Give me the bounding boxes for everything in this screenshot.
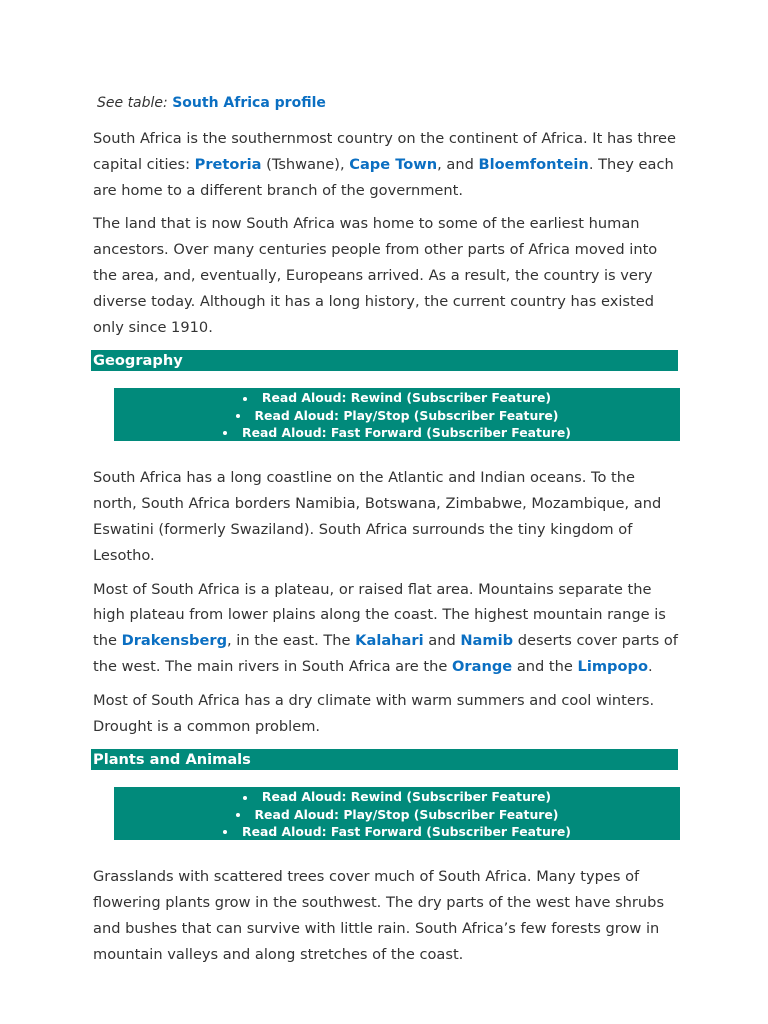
geo-text-2: , in the east. The: [227, 632, 356, 650]
plants-animals-heading: Plants and Animals: [91, 749, 678, 770]
intro-text-1: South Africa is the southernmost country on the continent of Africa. It has three capital cities:: [93, 130, 677, 173]
intro-text-4: . They each are home to a different branch of the government.: [93, 155, 674, 199]
kalahari-link[interactable]: Kalahari: [355, 632, 424, 650]
drakensberg-link[interactable]: Drakensberg: [121, 632, 228, 650]
geo-text-5: and the: [512, 657, 578, 675]
read-aloud-controls-geography: [114, 388, 680, 441]
read-aloud-forward-item[interactable]: [114, 424, 680, 441]
read-aloud-play-item[interactable]: [114, 806, 680, 823]
pretoria-link[interactable]: Pretoria: [194, 155, 262, 173]
read-aloud-play-item[interactable]: [114, 407, 680, 424]
cape-town-link[interactable]: Cape Town: [349, 155, 438, 173]
read-aloud-rewind-label[interactable]: Read Aloud: Rewind (Subscriber Feature): [261, 390, 552, 406]
bloemfontein-link[interactable]: Bloemfontein: [478, 155, 589, 173]
south-africa-profile-link[interactable]: South Africa profile: [172, 95, 326, 111]
see-table-lead: See table:: [97, 95, 168, 111]
bullet-icon: [236, 414, 240, 418]
read-aloud-forward-item[interactable]: [114, 823, 680, 840]
plants-paragraph-1: Grasslands with scattered trees cover much of South Africa. Many types of flowering plants grow in the southwest. The dry parts of the west have shrubs and bushes that can survive with little rain. South Africa’s few forests grow in mountain valleys and along stretches of the coast.: [93, 868, 665, 963]
limpopo-link[interactable]: Limpopo: [577, 657, 648, 675]
bullet-icon: [223, 431, 227, 435]
orange-link[interactable]: Orange: [452, 657, 513, 675]
read-aloud-rewind-item[interactable]: [114, 389, 680, 406]
read-aloud-play-label[interactable]: Read Aloud: Play/Stop (Subscriber Feature): [254, 407, 559, 423]
see-table-line: [97, 92, 683, 114]
intro-paragraph-1: [93, 126, 683, 203]
read-aloud-play-label[interactable]: Read Aloud: Play/Stop (Subscriber Feature): [254, 806, 559, 822]
bullet-icon: [243, 796, 247, 800]
namib-link[interactable]: Namib: [460, 632, 514, 650]
geo-text-4: deserts cover parts of the west. The main rivers in South Africa are the: [93, 632, 678, 675]
read-aloud-controls-plants: [114, 787, 680, 840]
bullet-icon: [243, 397, 247, 401]
geo-text-6: .: [647, 657, 653, 675]
geography-paragraph-2: [93, 577, 683, 680]
geography-heading: Geography: [91, 350, 678, 371]
intro-paragraph-2: The land that is now South Africa was home to some of the earliest human ancestors. Over many centuries people from other parts of Africa moved into the area, and, eventually, Europeans arrived. As a result, the country is very diverse today. Although it has a long history, the current country has existed only since 1910.: [93, 215, 658, 336]
intro-text-3: , and: [437, 155, 479, 173]
read-aloud-forward-label[interactable]: Read Aloud: Fast Forward (Subscriber Feature): [242, 424, 571, 440]
article-body: [93, 92, 683, 976]
read-aloud-rewind-item[interactable]: [114, 788, 680, 805]
geography-paragraph-1: South Africa has a long coastline on the Atlantic and Indian oceans. To the north, South Africa borders Namibia, Botswana, Zimbabwe, Mozambique, and Eswatini (formerly Swaziland). South Africa surrounds the tiny kingdom of Lesotho.: [93, 469, 662, 564]
geo-text-1: Most of South Africa is a plateau, or raised flat area. Mountains separate the high plateau from lower plains along the coast. The highest mountain range is the: [93, 580, 666, 650]
geography-paragraph-3: Most of South Africa has a dry climate with warm summers and cool winters. Drought is a common problem.: [93, 691, 655, 735]
geo-text-3: and: [423, 632, 461, 650]
read-aloud-rewind-label[interactable]: Read Aloud: Rewind (Subscriber Feature): [261, 789, 552, 805]
bullet-icon: [223, 830, 227, 834]
intro-text-2: (Tshwane),: [261, 155, 350, 173]
read-aloud-forward-label[interactable]: Read Aloud: Fast Forward (Subscriber Feature): [242, 823, 571, 839]
bullet-icon: [236, 813, 240, 817]
